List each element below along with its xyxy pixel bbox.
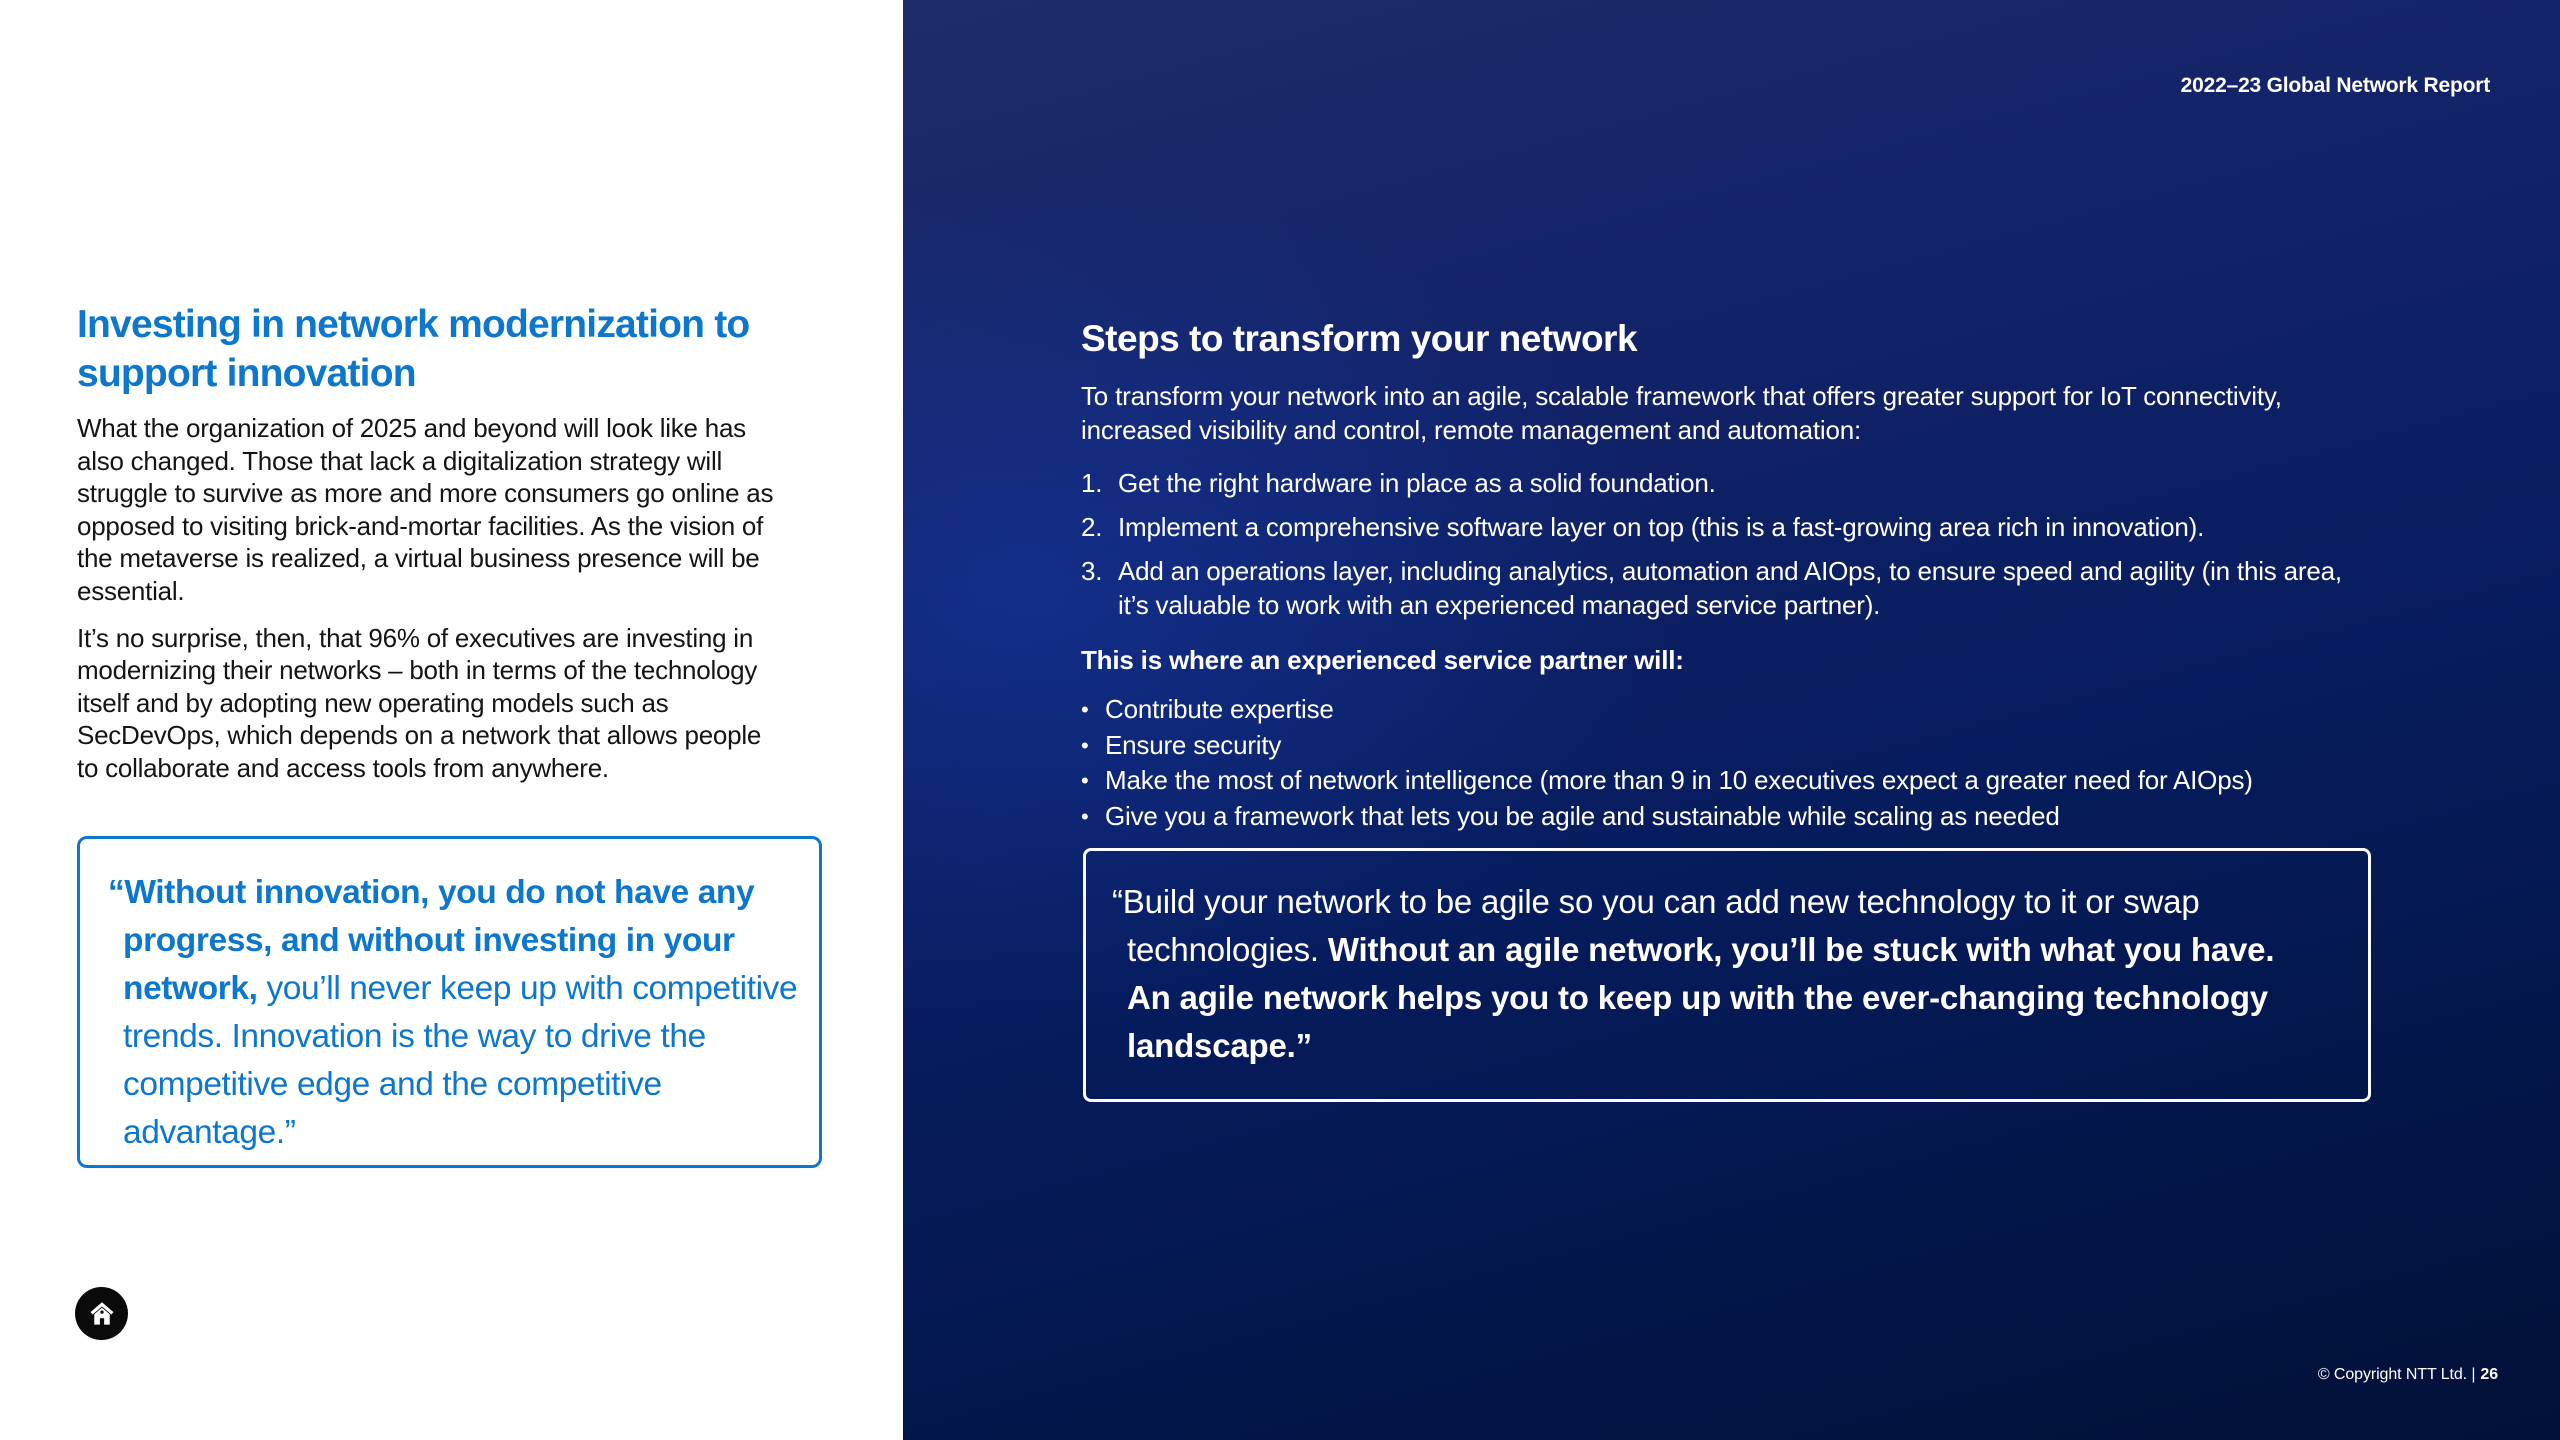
left-page-content	[77, 300, 807, 799]
transform-steps-list	[1081, 466, 2421, 622]
list-number: 3.	[1081, 556, 1103, 586]
list-text: Make the most of network intelligence (more than 9 in 10 executives expect a greater need for AIOps)	[1105, 765, 2253, 795]
bullet-dot: •	[1081, 732, 1089, 758]
right-page-content	[1081, 318, 2421, 834]
list-item	[1081, 692, 2421, 728]
page-title: Investing in network modernization to support innovation	[77, 303, 750, 395]
body-paragraph-2: It’s no surprise, then, that 96% of executives are investing in modernizing their networks – both in terms of the technology itself and by adopting new operating models such as SecDevOps, which depends on a network that allows people to collaborate and access tools from anywhere.	[77, 622, 762, 783]
left-quote-regular: you’ll never keep up with competitive trends. Innovation is the way to drive the competitive edge and the competitive advantage.”	[123, 970, 798, 1151]
report-title: 2022–23 Global Network Report	[2180, 74, 2490, 97]
list-item	[1081, 728, 2421, 764]
list-item	[1081, 763, 2421, 799]
list-text: Implement a comprehensive software layer on top (this is a fast-growing area rich in innovation).	[1118, 512, 2205, 542]
right-page	[903, 0, 2560, 1440]
list-text: Give you a framework that lets you be agile and sustainable while scaling as needed	[1105, 800, 2060, 831]
left-quote-text	[108, 869, 801, 1157]
partner-heading: This is where an experienced service partner will:	[1081, 645, 1684, 675]
right-quote-regular: “Build your network to be agile so you can add new technology to it or swap technologies.	[1112, 883, 2200, 968]
list-text: Ensure security	[1105, 729, 1282, 760]
home-button[interactable]	[75, 1287, 128, 1340]
right-quote-box	[1083, 848, 2371, 1102]
list-item	[1081, 799, 2421, 835]
list-number: 1.	[1081, 468, 1103, 498]
copyright-footer	[2318, 1366, 2498, 1384]
section-intro: To transform your network into an agile, scalable framework that offers greater support for IoT connectivity, increased visibility and control, remote management and automation:	[1081, 381, 2282, 445]
section-heading: Steps to transform your network	[1081, 318, 1638, 359]
right-quote-bold: Without an agile network, you’ll be stuck with what you have. An agile network helps you to keep up with the ever-changing technology landscape.”	[1127, 931, 2275, 1064]
bullet-dot: •	[1081, 768, 1089, 793]
list-item	[1081, 466, 2421, 500]
copyright-text: © Copyright NTT Ltd. |	[2317, 1366, 2476, 1383]
bullet-dot: •	[1081, 697, 1089, 722]
body-paragraph-1: What the organization of 2025 and beyond will look like has also changed. Those that lack a digitalization strategy will struggle to survive as more and more consumers go online as opposed to visiting brick-and-mortar facilities. As the vision of the metaverse is realized, a virtual business presence will be essential.	[77, 413, 774, 606]
page-number: 26	[2480, 1366, 2498, 1383]
left-quote-bold: “Without innovation, you do not have any progress, and without investing in your network,	[108, 874, 755, 1007]
right-quote-text	[1112, 878, 2307, 1070]
list-text: Add an operations layer, including analytics, automation and AIOps, to ensure speed and agility (in this area, it’s valuable to work with an experienced managed service partner).	[1118, 556, 2342, 620]
bullet-dot: •	[1081, 803, 1089, 829]
partner-benefits-list	[1081, 692, 2421, 834]
home-icon	[86, 1298, 118, 1330]
list-item	[1081, 510, 2421, 544]
left-quote-box	[77, 836, 822, 1168]
list-item	[1081, 554, 2421, 622]
list-number: 2.	[1081, 512, 1103, 542]
list-text: Get the right hardware in place as a solid foundation.	[1118, 468, 1716, 498]
list-text: Contribute expertise	[1105, 694, 1334, 724]
